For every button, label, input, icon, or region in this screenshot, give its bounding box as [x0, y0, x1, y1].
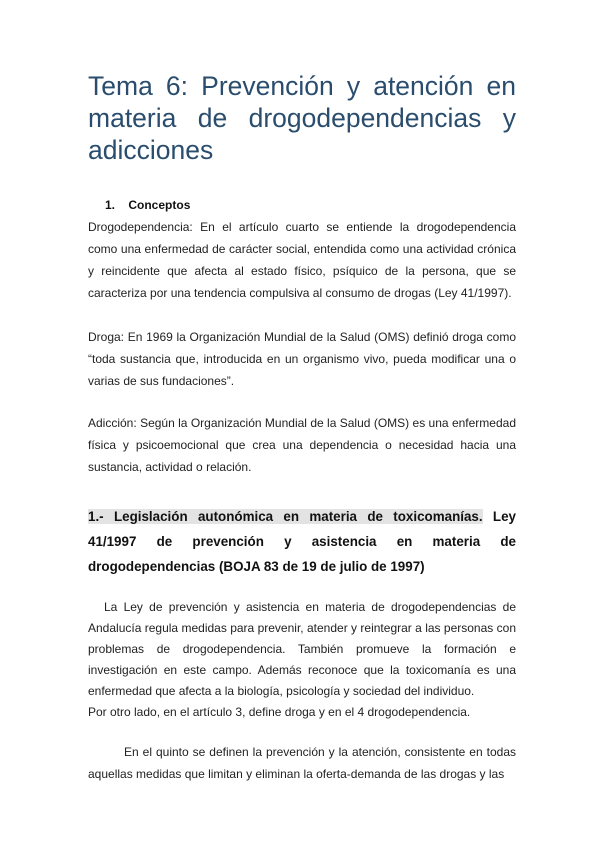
body-paragraph-3: En el quinto se definen la prevención y la atención, consistente en todas aquellas medidas que limitan y eliminan la oferta-demanda de las drogas y las [88, 745, 516, 781]
section-number: 1. [105, 198, 116, 212]
legislation-highlight: 1.- Legislación autonómica en materia de toxicomanías. [88, 509, 483, 524]
definition-droga: Droga: En 1969 la Organización Mundial de la Salud (OMS) definió droga como “toda sustancia que, introducida en un organismo vivo, pueda modificar una o varias de sus fundaciones”. [88, 330, 516, 388]
body-paragraph-1: La Ley de prevención y asistencia en materia de drogodependencias de Andalucía regula medidas para prevenir, atender y reintegrar a las personas con problemas de drogodependencia. También promueve la formación e investigación en este campo. Además reconoce que la toxicomanía es una enfermedad que afecta a la biología, psicología y sociedad del individuo. [88, 600, 516, 698]
section-label: Conceptos [128, 198, 191, 212]
body-paragraph-2: Por otro lado, en el artículo 3, define droga y en el 4 drogodependencia. [88, 705, 471, 719]
legislation-heading [88, 504, 516, 579]
document-title: Tema 6: Prevención y atención en materia de drogodependencias y adicciones [88, 71, 516, 165]
section-heading [105, 198, 190, 212]
definition-drogodependencia: Drogodependencia: En el artículo cuarto se entiende la drogodependencia como una enfermedad de carácter social, entendida como una actividad crónica y reincidente que afecta al estado físico, psíquico de la persona, que se caracteriza por una tendencia compulsiva al consumo de drogas (Ley 41/1997). [88, 220, 516, 300]
definition-adiccion: Adicción: Según la Organización Mundial de la Salud (OMS) es una enfermedad física y psicoemocional que crea una dependencia o necesidad hacia una sustancia, actividad o relación. [88, 416, 516, 474]
legislation-law-title: Ley 41/1997 de prevención y asistencia en materia de drogodependencias (BOJA 83 de 19 de julio de 1997) [88, 509, 516, 574]
